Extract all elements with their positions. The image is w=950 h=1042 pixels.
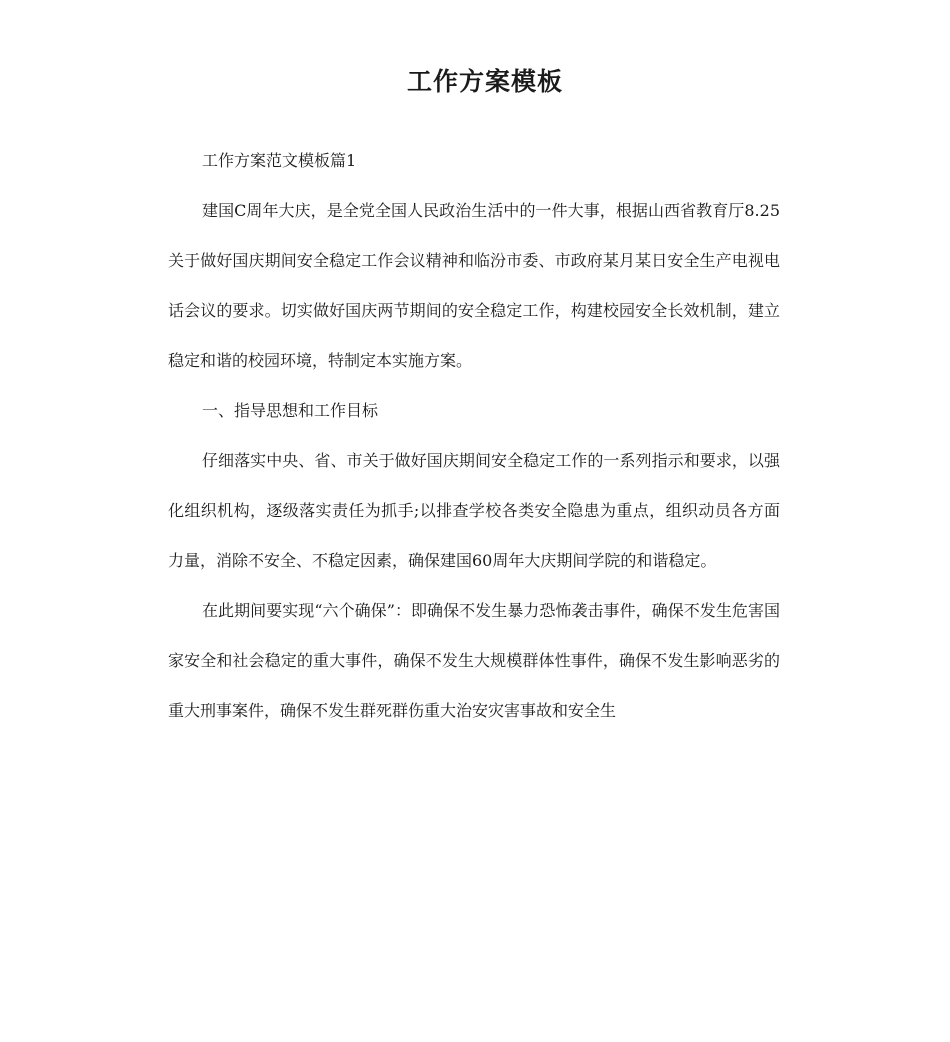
- document-body: [168, 136, 780, 736]
- document-title: 工作方案模板: [406, 67, 563, 96]
- paragraph-six-guarantees: 在此期间要实现“六个确保”：即确保不发生暴力恐怖袭击事件，确保不发生危害国家安全和社会稳定的重大事件，确保不发生大规模群体性事件，确保不发生影响恶劣的重大刑事案件，确保不发生群死群伤重大治安灾害事故和安全生: [168, 601, 780, 720]
- paragraph-guiding-principles: 仔细落实中央、省、市关于做好国庆期间安全稳定工作的一系列指示和要求，以强化组织机构，逐级落实责任为抓手;以排查学校各类安全隐患为重点，组织动员各方面力量，消除不安全、不稳定因素，确保建国60周年大庆期间学院的和谐稳定。: [168, 451, 780, 570]
- paragraph-intro: 建国C周年大庆，是全党全国人民政治生活中的一件大事，根据山西省教育厅8.25关于做好国庆期间安全稳定工作会议精神和临汾市委、市政府某月某日安全生产电视电话会议的要求。切实做好国庆两节期间的安全稳定工作，构建校园安全长效机制，建立稳定和谐的校园环境，特制定本实施方案。: [168, 201, 780, 370]
- paragraph-section-heading: 工作方案范文模板篇1: [202, 151, 357, 170]
- paragraph-heading-guiding-principles: 一、指导思想和工作目标: [202, 401, 379, 420]
